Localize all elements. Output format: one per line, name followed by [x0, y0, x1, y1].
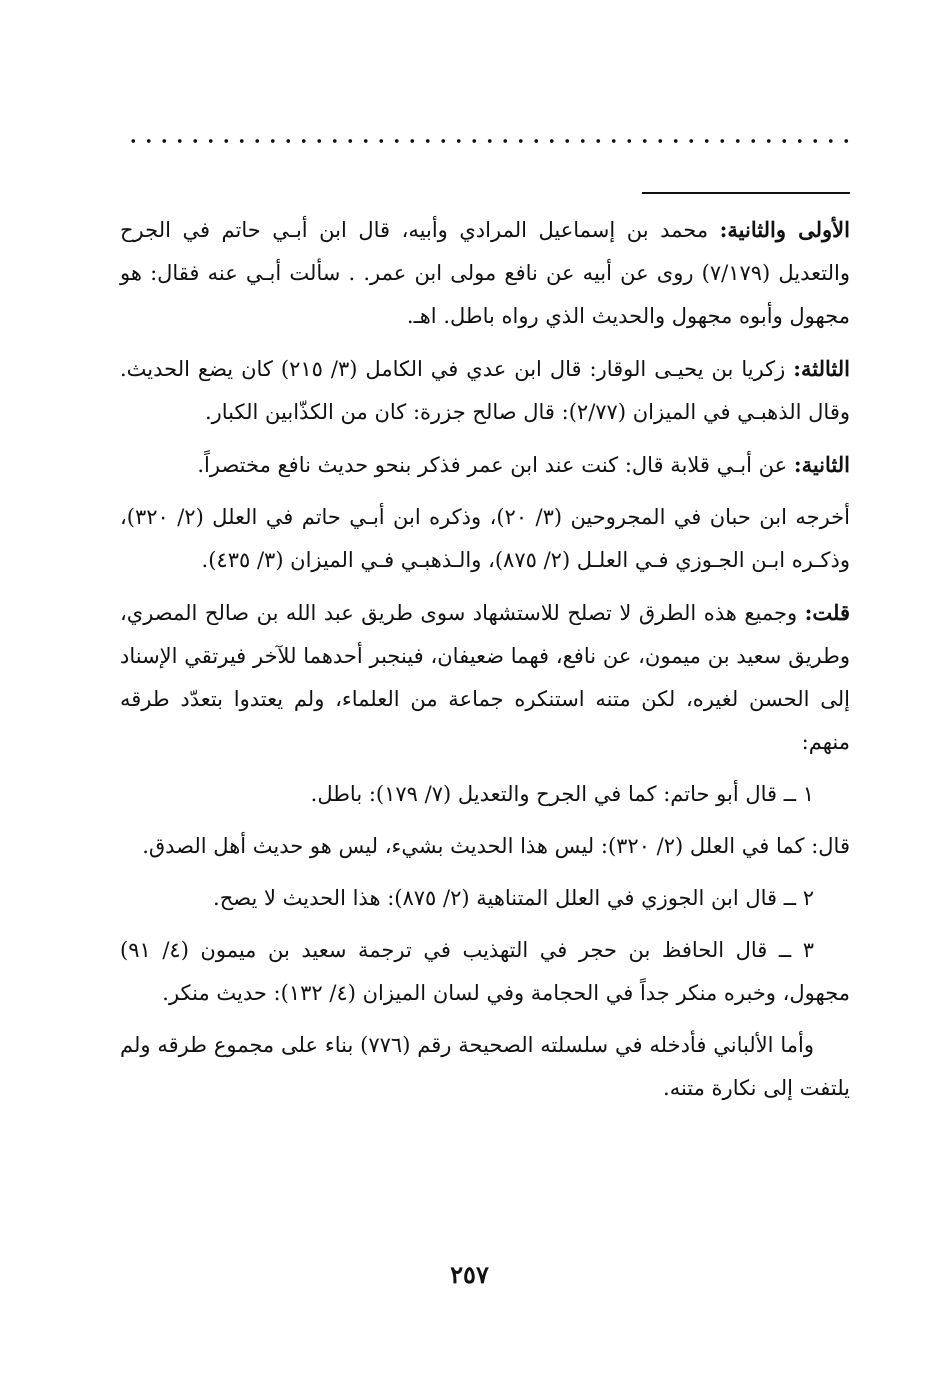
- paragraph-body: وأما الألباني فأدخله في سلسلته الصحيحة رقم (٧٧٦) بناء على مجموع طرقه ولم يلتفت إلى نكارة متنه.: [120, 1033, 850, 1100]
- paragraph-body: عن أبـي قلابة قال: كنت عند ابن عمر فذكر بنحو حديث نافع مختصراً.: [197, 453, 794, 477]
- paragraph-body: محمد بن إسماعيل المرادي وأبيه، قال ابن أبـي حاتم في الجرح والتعديل (٧/١٧٩) روى عن أبيه عن نافع مولى ابن عمر. . سألت أبـي عنه فقال: هو مجهول وأبوه مجهول والحديث الذي رواه باطل. اهـ.: [120, 218, 851, 328]
- list-item-1: [120, 773, 850, 816]
- paragraph-body: زكريا بن يحيـى الوقار: قال ابن عدي في الكامل (٣/ ٢١٥) كان يضع الحديث. وقال الذهبـي في الميزان (٢/٧٧): قال صالح جزرة: كان من الكذّابين الكبار.: [120, 357, 850, 424]
- footnote-rule: [642, 192, 850, 194]
- paragraph-first-second: [120, 208, 850, 338]
- list-item-3: [120, 929, 850, 1015]
- paragraph-third: [120, 347, 850, 434]
- paragraph-body: أخرجه ابن حبان في المجروحين (٣/ ٢٠)، وذكره ابن أبـي حاتم في العلل (٢/ ٣٢٠)، وذكـره ابـن الجـوزي فـي العلـل (٢/ ٨٧٥)، والـذهبـي فـي الميزان (٣/ ٤٣٥).: [120, 505, 850, 572]
- paragraph-body: ١ ــ قال أبو حاتم: كما في الجرح والتعديل (٧/ ١٧٩): باطل.: [310, 782, 814, 806]
- list-item-2: [120, 877, 850, 920]
- paragraph-lead: الثالثة:: [793, 356, 850, 381]
- paragraph-albani: [120, 1024, 850, 1110]
- paragraph-takhrij: [120, 496, 850, 582]
- paragraph-body: ٢ ــ قال ابن الجوزي في العلل المتناهية (٢/ ٨٧٥): هذا الحديث لا يصح.: [213, 886, 814, 910]
- paragraph-lead: قلت:: [804, 600, 850, 625]
- paragraph-body: ٣ ــ قال الحافظ بن حجر في التهذيب في ترجمة سعيد بن ميمون (٤/ ٩١) مجهول، وخبره منكر جداً في الحجامة وفي لسان الميزان (٤/ ١٣٢): حديث منكر.: [120, 938, 850, 1005]
- paragraph-body: وجميع هذه الطرق لا تصلح للاستشهاد سوى طريق عبد الله بن صالح المصري، وطريق سعيد بن ميمون، عن نافع، فهما ضعيفان، فينجبر أحدهما للآخر فيرتقي الإسناد إلى الحسن لغيره، لكن متنه استنكره جماعة من العلماء، ولم يعتدوا بتعدّد طرقه منهم:: [120, 601, 850, 754]
- paragraph-lead: الأولى والثانية:: [719, 217, 850, 242]
- dotted-separator: [124, 136, 854, 146]
- footnote-text: [120, 208, 850, 1119]
- paragraph-lead: الثانية:: [793, 452, 850, 477]
- paragraph-second-route: [120, 443, 850, 487]
- paragraph-body: قال: كما في العلل (٢/ ٣٢٠): ليس هذا الحديث بشيء، ليس هو حديث أهل الصدق.: [142, 834, 850, 858]
- paragraph-qult: [120, 591, 850, 764]
- page-number: ٢٥٧: [450, 1260, 489, 1289]
- paragraph-qal-ilal: [120, 825, 850, 868]
